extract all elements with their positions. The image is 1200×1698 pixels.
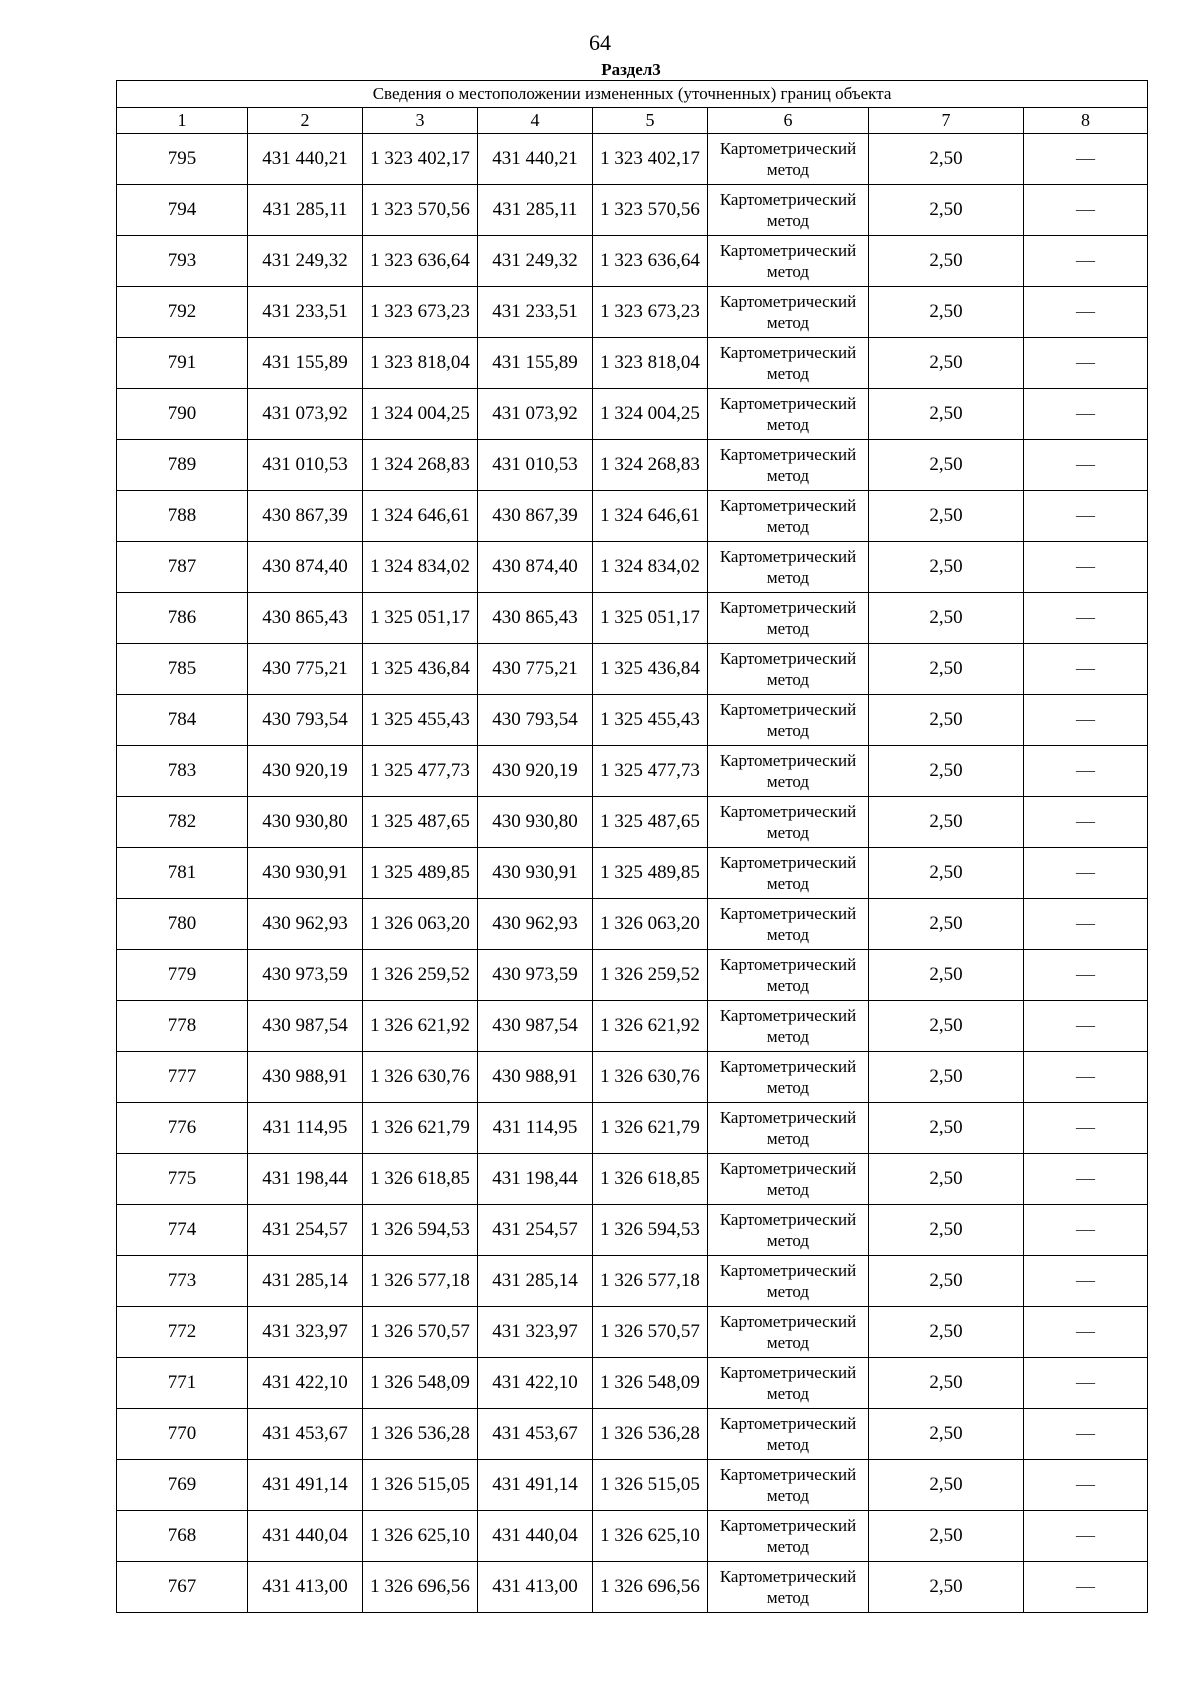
y-existing-cell: 1 323 402,17 [363,134,478,185]
table-row [117,440,1148,491]
point-number-cell: 772 [117,1307,248,1358]
method-cell: Картометрический метод [708,287,869,338]
description-cell: — [1024,1205,1148,1256]
point-number-cell: 781 [117,848,248,899]
description-cell: — [1024,899,1148,950]
point-number-cell: 782 [117,797,248,848]
x-existing-cell: 430 920,19 [248,746,363,797]
x-new-cell: 431 233,51 [478,287,593,338]
x-existing-cell: 430 962,93 [248,899,363,950]
x-existing-cell: 430 775,21 [248,644,363,695]
method-cell: Картометрический метод [708,338,869,389]
accuracy-cell: 2,50 [869,797,1024,848]
point-number-cell: 786 [117,593,248,644]
x-existing-cell: 431 453,67 [248,1409,363,1460]
x-new-cell: 431 440,04 [478,1511,593,1562]
x-existing-cell: 431 073,92 [248,389,363,440]
method-cell: Картометрический метод [708,1205,869,1256]
point-number-cell: 779 [117,950,248,1001]
y-new-cell: 1 326 618,85 [593,1154,708,1205]
y-new-cell: 1 326 536,28 [593,1409,708,1460]
y-existing-cell: 1 326 577,18 [363,1256,478,1307]
y-existing-cell: 1 326 625,10 [363,1511,478,1562]
y-existing-cell: 1 326 548,09 [363,1358,478,1409]
description-cell: — [1024,338,1148,389]
description-cell: — [1024,491,1148,542]
accuracy-cell: 2,50 [869,134,1024,185]
method-cell: Картометрический метод [708,950,869,1001]
y-new-cell: 1 326 594,53 [593,1205,708,1256]
method-cell: Картометрический метод [708,1460,869,1511]
y-existing-cell: 1 323 673,23 [363,287,478,338]
table-row [117,695,1148,746]
accuracy-cell: 2,50 [869,1103,1024,1154]
x-existing-cell: 431 413,00 [248,1562,363,1613]
accuracy-cell: 2,50 [869,1052,1024,1103]
y-new-cell: 1 326 696,56 [593,1562,708,1613]
accuracy-cell: 2,50 [869,950,1024,1001]
point-number-cell: 773 [117,1256,248,1307]
description-cell: — [1024,236,1148,287]
y-existing-cell: 1 326 063,20 [363,899,478,950]
description-cell: — [1024,542,1148,593]
accuracy-cell: 2,50 [869,593,1024,644]
point-number-cell: 777 [117,1052,248,1103]
table-caption: Сведения о местоположении измененных (уточненных) границ объекта [117,81,1148,108]
method-cell: Картометрический метод [708,593,869,644]
point-number-cell: 769 [117,1460,248,1511]
point-number-cell: 776 [117,1103,248,1154]
table-row [117,389,1148,440]
table-row [117,1307,1148,1358]
accuracy-cell: 2,50 [869,644,1024,695]
y-new-cell: 1 324 268,83 [593,440,708,491]
y-new-cell: 1 325 477,73 [593,746,708,797]
method-cell: Картометрический метод [708,1409,869,1460]
table-row [117,491,1148,542]
y-new-cell: 1 326 630,76 [593,1052,708,1103]
accuracy-cell: 2,50 [869,1256,1024,1307]
y-existing-cell: 1 326 696,56 [363,1562,478,1613]
coordinates-table [116,80,1148,1613]
table-row [117,287,1148,338]
x-new-cell: 431 114,95 [478,1103,593,1154]
accuracy-cell: 2,50 [869,185,1024,236]
y-existing-cell: 1 326 621,79 [363,1103,478,1154]
x-new-cell: 430 867,39 [478,491,593,542]
description-cell: — [1024,1103,1148,1154]
x-new-cell: 430 988,91 [478,1052,593,1103]
y-existing-cell: 1 323 570,56 [363,185,478,236]
point-number-cell: 785 [117,644,248,695]
point-number-cell: 794 [117,185,248,236]
page-number: 64 [589,30,611,55]
x-new-cell: 431 422,10 [478,1358,593,1409]
y-existing-cell: 1 323 818,04 [363,338,478,389]
point-number-cell: 795 [117,134,248,185]
x-existing-cell: 431 440,21 [248,134,363,185]
y-new-cell: 1 323 818,04 [593,338,708,389]
accuracy-cell: 2,50 [869,338,1024,389]
y-existing-cell: 1 325 487,65 [363,797,478,848]
point-number-cell: 791 [117,338,248,389]
description-cell: — [1024,1001,1148,1052]
table-row [117,950,1148,1001]
table-row [117,1154,1148,1205]
accuracy-cell: 2,50 [869,542,1024,593]
description-cell: — [1024,185,1148,236]
x-new-cell: 431 413,00 [478,1562,593,1613]
x-existing-cell: 431 491,14 [248,1460,363,1511]
y-existing-cell: 1 326 259,52 [363,950,478,1001]
method-cell: Картометрический метод [708,185,869,236]
table-row [117,1511,1148,1562]
point-number-cell: 780 [117,899,248,950]
method-cell: Картометрический метод [708,1511,869,1562]
column-header: 3 [363,108,478,134]
table-row [117,1256,1148,1307]
method-cell: Картометрический метод [708,389,869,440]
y-new-cell: 1 325 489,85 [593,848,708,899]
accuracy-cell: 2,50 [869,1307,1024,1358]
method-cell: Картометрический метод [708,1154,869,1205]
x-new-cell: 431 440,21 [478,134,593,185]
description-cell: — [1024,746,1148,797]
description-cell: — [1024,287,1148,338]
x-existing-cell: 431 233,51 [248,287,363,338]
column-header: 8 [1024,108,1148,134]
method-cell: Картометрический метод [708,644,869,695]
y-new-cell: 1 325 436,84 [593,644,708,695]
accuracy-cell: 2,50 [869,1511,1024,1562]
y-new-cell: 1 326 515,05 [593,1460,708,1511]
table-row [117,338,1148,389]
y-existing-cell: 1 325 436,84 [363,644,478,695]
x-existing-cell: 431 422,10 [248,1358,363,1409]
accuracy-cell: 2,50 [869,236,1024,287]
y-new-cell: 1 324 004,25 [593,389,708,440]
x-existing-cell: 431 254,57 [248,1205,363,1256]
description-cell: — [1024,134,1148,185]
table-row [117,848,1148,899]
method-cell: Картометрический метод [708,1001,869,1052]
accuracy-cell: 2,50 [869,1460,1024,1511]
x-existing-cell: 430 930,91 [248,848,363,899]
x-existing-cell: 430 793,54 [248,695,363,746]
accuracy-cell: 2,50 [869,848,1024,899]
table-row [117,1562,1148,1613]
y-new-cell: 1 323 636,64 [593,236,708,287]
x-new-cell: 430 793,54 [478,695,593,746]
x-existing-cell: 430 987,54 [248,1001,363,1052]
x-new-cell: 431 453,67 [478,1409,593,1460]
point-number-cell: 789 [117,440,248,491]
method-cell: Картометрический метод [708,440,869,491]
x-new-cell: 431 198,44 [478,1154,593,1205]
y-new-cell: 1 323 570,56 [593,185,708,236]
method-cell: Картометрический метод [708,1358,869,1409]
column-header: 6 [708,108,869,134]
point-number-cell: 792 [117,287,248,338]
x-new-cell: 431 285,11 [478,185,593,236]
y-existing-cell: 1 324 834,02 [363,542,478,593]
point-number-cell: 790 [117,389,248,440]
method-cell: Картометрический метод [708,797,869,848]
y-existing-cell: 1 326 630,76 [363,1052,478,1103]
accuracy-cell: 2,50 [869,1001,1024,1052]
y-new-cell: 1 323 402,17 [593,134,708,185]
method-cell: Картометрический метод [708,491,869,542]
x-existing-cell: 431 010,53 [248,440,363,491]
description-cell: — [1024,440,1148,491]
section-title: Раздел3 [601,60,661,79]
x-existing-cell: 430 930,80 [248,797,363,848]
x-existing-cell: 430 874,40 [248,542,363,593]
x-existing-cell: 430 865,43 [248,593,363,644]
y-existing-cell: 1 324 268,83 [363,440,478,491]
y-new-cell: 1 325 051,17 [593,593,708,644]
accuracy-cell: 2,50 [869,389,1024,440]
description-cell: — [1024,1511,1148,1562]
table-row [117,542,1148,593]
column-header: 4 [478,108,593,134]
table-body [117,134,1148,1613]
y-existing-cell: 1 326 515,05 [363,1460,478,1511]
point-number-cell: 778 [117,1001,248,1052]
column-header: 1 [117,108,248,134]
description-cell: — [1024,1052,1148,1103]
x-new-cell: 431 323,97 [478,1307,593,1358]
table-row [117,236,1148,287]
table-row [117,1460,1148,1511]
x-new-cell: 430 962,93 [478,899,593,950]
x-existing-cell: 430 988,91 [248,1052,363,1103]
method-cell: Картометрический метод [708,848,869,899]
y-existing-cell: 1 324 646,61 [363,491,478,542]
column-numbers-row [117,108,1148,134]
y-existing-cell: 1 326 618,85 [363,1154,478,1205]
table-row [117,593,1148,644]
y-new-cell: 1 325 487,65 [593,797,708,848]
x-new-cell: 430 930,80 [478,797,593,848]
method-cell: Картометрический метод [708,1562,869,1613]
point-number-cell: 787 [117,542,248,593]
x-new-cell: 431 285,14 [478,1256,593,1307]
description-cell: — [1024,1409,1148,1460]
table-row [117,1001,1148,1052]
description-cell: — [1024,1562,1148,1613]
table-row [117,1103,1148,1154]
accuracy-cell: 2,50 [869,491,1024,542]
accuracy-cell: 2,50 [869,899,1024,950]
description-cell: — [1024,695,1148,746]
accuracy-cell: 2,50 [869,1205,1024,1256]
y-existing-cell: 1 326 594,53 [363,1205,478,1256]
column-header: 7 [869,108,1024,134]
accuracy-cell: 2,50 [869,287,1024,338]
description-cell: — [1024,848,1148,899]
y-new-cell: 1 326 063,20 [593,899,708,950]
table-row [117,1205,1148,1256]
x-new-cell: 431 073,92 [478,389,593,440]
x-existing-cell: 431 114,95 [248,1103,363,1154]
y-new-cell: 1 325 455,43 [593,695,708,746]
accuracy-cell: 2,50 [869,746,1024,797]
table-row [117,1409,1148,1460]
x-existing-cell: 431 249,32 [248,236,363,287]
description-cell: — [1024,1307,1148,1358]
method-cell: Картометрический метод [708,695,869,746]
table-row [117,1052,1148,1103]
y-new-cell: 1 326 577,18 [593,1256,708,1307]
x-new-cell: 430 865,43 [478,593,593,644]
method-cell: Картометрический метод [708,1103,869,1154]
method-cell: Картометрический метод [708,1052,869,1103]
x-new-cell: 430 775,21 [478,644,593,695]
table-row [117,644,1148,695]
table-row [117,185,1148,236]
accuracy-cell: 2,50 [869,695,1024,746]
accuracy-cell: 2,50 [869,1358,1024,1409]
column-header: 2 [248,108,363,134]
table-row [117,797,1148,848]
method-cell: Картометрический метод [708,134,869,185]
description-cell: — [1024,797,1148,848]
y-new-cell: 1 326 570,57 [593,1307,708,1358]
y-new-cell: 1 326 548,09 [593,1358,708,1409]
description-cell: — [1024,950,1148,1001]
description-cell: — [1024,1460,1148,1511]
method-cell: Картометрический метод [708,236,869,287]
method-cell: Картометрический метод [708,1256,869,1307]
y-existing-cell: 1 325 455,43 [363,695,478,746]
x-new-cell: 431 155,89 [478,338,593,389]
x-new-cell: 430 930,91 [478,848,593,899]
x-new-cell: 431 491,14 [478,1460,593,1511]
y-existing-cell: 1 326 621,92 [363,1001,478,1052]
point-number-cell: 783 [117,746,248,797]
point-number-cell: 775 [117,1154,248,1205]
column-header: 5 [593,108,708,134]
point-number-cell: 788 [117,491,248,542]
accuracy-cell: 2,50 [869,1409,1024,1460]
y-new-cell: 1 324 646,61 [593,491,708,542]
y-new-cell: 1 326 621,92 [593,1001,708,1052]
method-cell: Картометрический метод [708,899,869,950]
table-row [117,1358,1148,1409]
y-existing-cell: 1 325 051,17 [363,593,478,644]
y-existing-cell: 1 323 636,64 [363,236,478,287]
x-new-cell: 431 249,32 [478,236,593,287]
x-new-cell: 431 010,53 [478,440,593,491]
x-new-cell: 430 920,19 [478,746,593,797]
point-number-cell: 767 [117,1562,248,1613]
x-existing-cell: 430 973,59 [248,950,363,1001]
x-new-cell: 431 254,57 [478,1205,593,1256]
point-number-cell: 784 [117,695,248,746]
x-new-cell: 430 973,59 [478,950,593,1001]
point-number-cell: 793 [117,236,248,287]
method-cell: Картометрический метод [708,746,869,797]
point-number-cell: 768 [117,1511,248,1562]
x-existing-cell: 431 323,97 [248,1307,363,1358]
description-cell: — [1024,593,1148,644]
method-cell: Картометрический метод [708,1307,869,1358]
y-existing-cell: 1 325 489,85 [363,848,478,899]
y-existing-cell: 1 326 536,28 [363,1409,478,1460]
point-number-cell: 770 [117,1409,248,1460]
y-new-cell: 1 323 673,23 [593,287,708,338]
description-cell: — [1024,1154,1148,1205]
y-existing-cell: 1 325 477,73 [363,746,478,797]
accuracy-cell: 2,50 [869,1562,1024,1613]
point-number-cell: 774 [117,1205,248,1256]
y-new-cell: 1 326 625,10 [593,1511,708,1562]
y-new-cell: 1 326 621,79 [593,1103,708,1154]
table-row [117,899,1148,950]
x-existing-cell: 430 867,39 [248,491,363,542]
y-existing-cell: 1 326 570,57 [363,1307,478,1358]
x-existing-cell: 431 440,04 [248,1511,363,1562]
x-existing-cell: 431 198,44 [248,1154,363,1205]
table-row [117,746,1148,797]
y-existing-cell: 1 324 004,25 [363,389,478,440]
x-existing-cell: 431 285,11 [248,185,363,236]
description-cell: — [1024,1256,1148,1307]
x-new-cell: 430 874,40 [478,542,593,593]
table-row [117,134,1148,185]
y-new-cell: 1 324 834,02 [593,542,708,593]
description-cell: — [1024,389,1148,440]
x-existing-cell: 431 155,89 [248,338,363,389]
description-cell: — [1024,644,1148,695]
method-cell: Картометрический метод [708,542,869,593]
x-new-cell: 430 987,54 [478,1001,593,1052]
x-existing-cell: 431 285,14 [248,1256,363,1307]
description-cell: — [1024,1358,1148,1409]
accuracy-cell: 2,50 [869,440,1024,491]
y-new-cell: 1 326 259,52 [593,950,708,1001]
accuracy-cell: 2,50 [869,1154,1024,1205]
point-number-cell: 771 [117,1358,248,1409]
